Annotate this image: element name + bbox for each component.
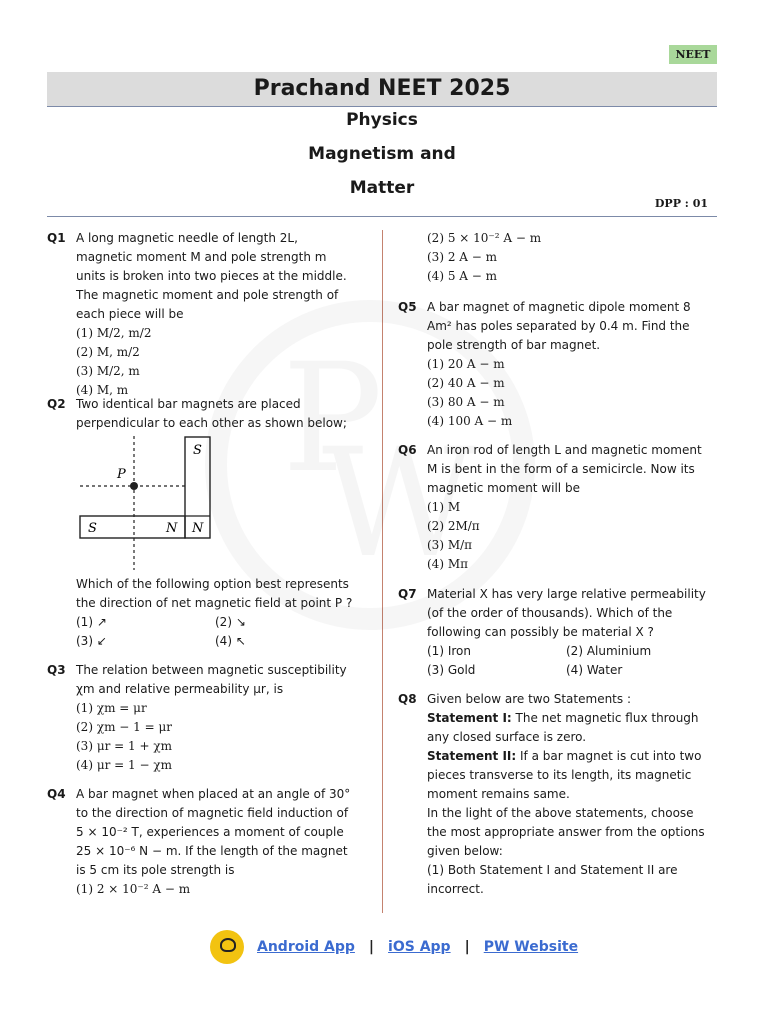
option-2[interactable]: (2) ↘: [215, 615, 246, 629]
statement-1-text: The net magnetic flux through any closed surface is zero.: [427, 711, 699, 744]
option-4[interactable]: (4) 100 A − m: [427, 414, 513, 428]
option-2[interactable]: (2) 2M/π: [427, 519, 480, 533]
neet-tag: NEET: [669, 45, 717, 64]
dpp-label: DPP : 01: [654, 197, 708, 210]
footer-links: [210, 930, 578, 964]
option-3[interactable]: (3) M/π: [427, 538, 473, 552]
question-number: Q4: [47, 787, 66, 801]
option-1[interactable]: (1) M/2, m/2: [76, 326, 152, 340]
android-app-link[interactable]: Android App: [257, 939, 355, 955]
ios-app-link[interactable]: iOS App: [388, 939, 451, 955]
option-1[interactable]: (1) Both Statement I and Statement II are incorrect.: [427, 863, 678, 896]
option-1[interactable]: (1) Iron: [427, 644, 471, 658]
customer-service-icon[interactable]: [210, 930, 244, 964]
question-4: [47, 785, 357, 899]
label-s-top: S: [193, 443, 202, 458]
question-3: [47, 661, 357, 775]
option-2[interactable]: (2) Aluminium: [566, 644, 652, 658]
option-2[interactable]: (2) χm − 1 = μr: [76, 720, 172, 734]
option-3[interactable]: (3) M/2, m: [76, 364, 140, 378]
question-number: Q6: [398, 443, 417, 457]
option-1[interactable]: (1) 20 A − m: [427, 357, 505, 371]
option-1[interactable]: (1) ↗: [76, 615, 107, 629]
label-n-right: N: [192, 521, 204, 536]
option-3[interactable]: (3) 2 A − m: [427, 250, 497, 264]
statement-1-label: Statement I:: [427, 711, 512, 725]
separator: |: [464, 939, 470, 955]
page-title: Prachand NEET 2025: [253, 76, 511, 101]
question-number: Q1: [47, 231, 66, 245]
option-4[interactable]: (4) μr = 1 − χm: [76, 758, 172, 772]
question-4-options-cont: [427, 229, 717, 286]
option-2[interactable]: (2) 5 × 10⁻² A − m: [427, 231, 542, 245]
label-s-left: S: [88, 521, 97, 536]
option-4[interactable]: (4) Mπ: [427, 557, 468, 571]
question-text: A long magnetic needle of length 2L, magnetic moment M and pole strength m units is broken into two pieces at the middle. The magnetic moment and pole strength of each piece will be: [76, 231, 347, 321]
question-text: A bar magnet of magnetic dipole moment 8 Am² has poles separated by 0.4 m. Find the pole strength of bar magnet.: [427, 300, 691, 352]
label-p: P: [117, 467, 126, 482]
question-1: [47, 229, 357, 400]
chapter-title-line2: Matter: [349, 178, 415, 198]
question-6: [398, 441, 708, 574]
question-text: A bar magnet when placed at an angle of 30° to the direction of magnetic field induction of 5 × 10⁻² T, experiences a moment of couple 25 × 10⁻⁶ N − m. If the length of the magnet is 5 cm its pole strength is: [76, 787, 351, 877]
option-1[interactable]: (1) χm = μr: [76, 701, 147, 715]
title-bar: [47, 72, 717, 107]
question-number: Q3: [47, 663, 66, 677]
header-rule: [47, 216, 717, 217]
question-text: Two identical bar magnets are placed perpendicular to each other as shown below;: [76, 397, 347, 430]
bar-magnets-figure: [75, 436, 215, 570]
statement-2-text: If a bar magnet is cut into two pieces transverse to its length, its magnetic moment remains same.: [427, 749, 702, 801]
question-7: [398, 585, 708, 680]
question-2: [47, 395, 357, 433]
statement-2-label: Statement II:: [427, 749, 517, 763]
question-number: Q2: [47, 397, 66, 411]
question-number: Q7: [398, 587, 417, 601]
option-2[interactable]: (2) 40 A − m: [427, 376, 505, 390]
option-4[interactable]: (4) ↖: [215, 634, 246, 648]
question-text: Material X has very large relative permeability (of the order of thousands). Which of the following can possibly be material X ?: [427, 587, 706, 639]
option-3[interactable]: (3) ↙: [76, 634, 107, 648]
option-4[interactable]: (4) M, m: [76, 383, 129, 397]
question-8: [398, 690, 708, 899]
separator: |: [368, 939, 375, 955]
option-3[interactable]: (3) 80 A − m: [427, 395, 505, 409]
pw-website-link[interactable]: PW Website: [483, 939, 579, 955]
chapter-title-line1: Magnetism and: [308, 144, 456, 164]
question-text: The relation between magnetic susceptibility χm and relative permeability μr, is: [76, 663, 347, 696]
option-2[interactable]: (2) M, m/2: [76, 345, 140, 359]
question-2-part2: [76, 575, 366, 651]
statement-2: [427, 747, 708, 804]
question-number: Q8: [398, 692, 417, 706]
question-number: Q5: [398, 300, 417, 314]
question-text: An iron rod of length L and magnetic moment M is bent in the form of a semicircle. Now its magnetic moment will be: [427, 443, 702, 495]
option-4[interactable]: (4) 5 A − m: [427, 269, 497, 283]
question-5: [398, 298, 708, 431]
statement-1: [427, 709, 708, 747]
option-1[interactable]: (1) M: [427, 500, 461, 514]
subject-title: Physics: [346, 110, 418, 130]
label-n-left: N: [166, 521, 178, 536]
option-3[interactable]: (3) μr = 1 + χm: [76, 739, 172, 753]
question-text-2: In the light of the above statements, choose the most appropriate answer from the options given below:: [427, 806, 705, 858]
option-1[interactable]: (1) 2 × 10⁻² A − m: [76, 882, 191, 896]
question-text: Given below are two Statements :: [427, 692, 631, 706]
question-text-2: Which of the following option best represents the direction of net magnetic field at point P ?: [76, 577, 353, 610]
option-4[interactable]: (4) Water: [566, 663, 623, 677]
option-3[interactable]: (3) Gold: [427, 663, 476, 677]
point-p: [130, 482, 138, 490]
